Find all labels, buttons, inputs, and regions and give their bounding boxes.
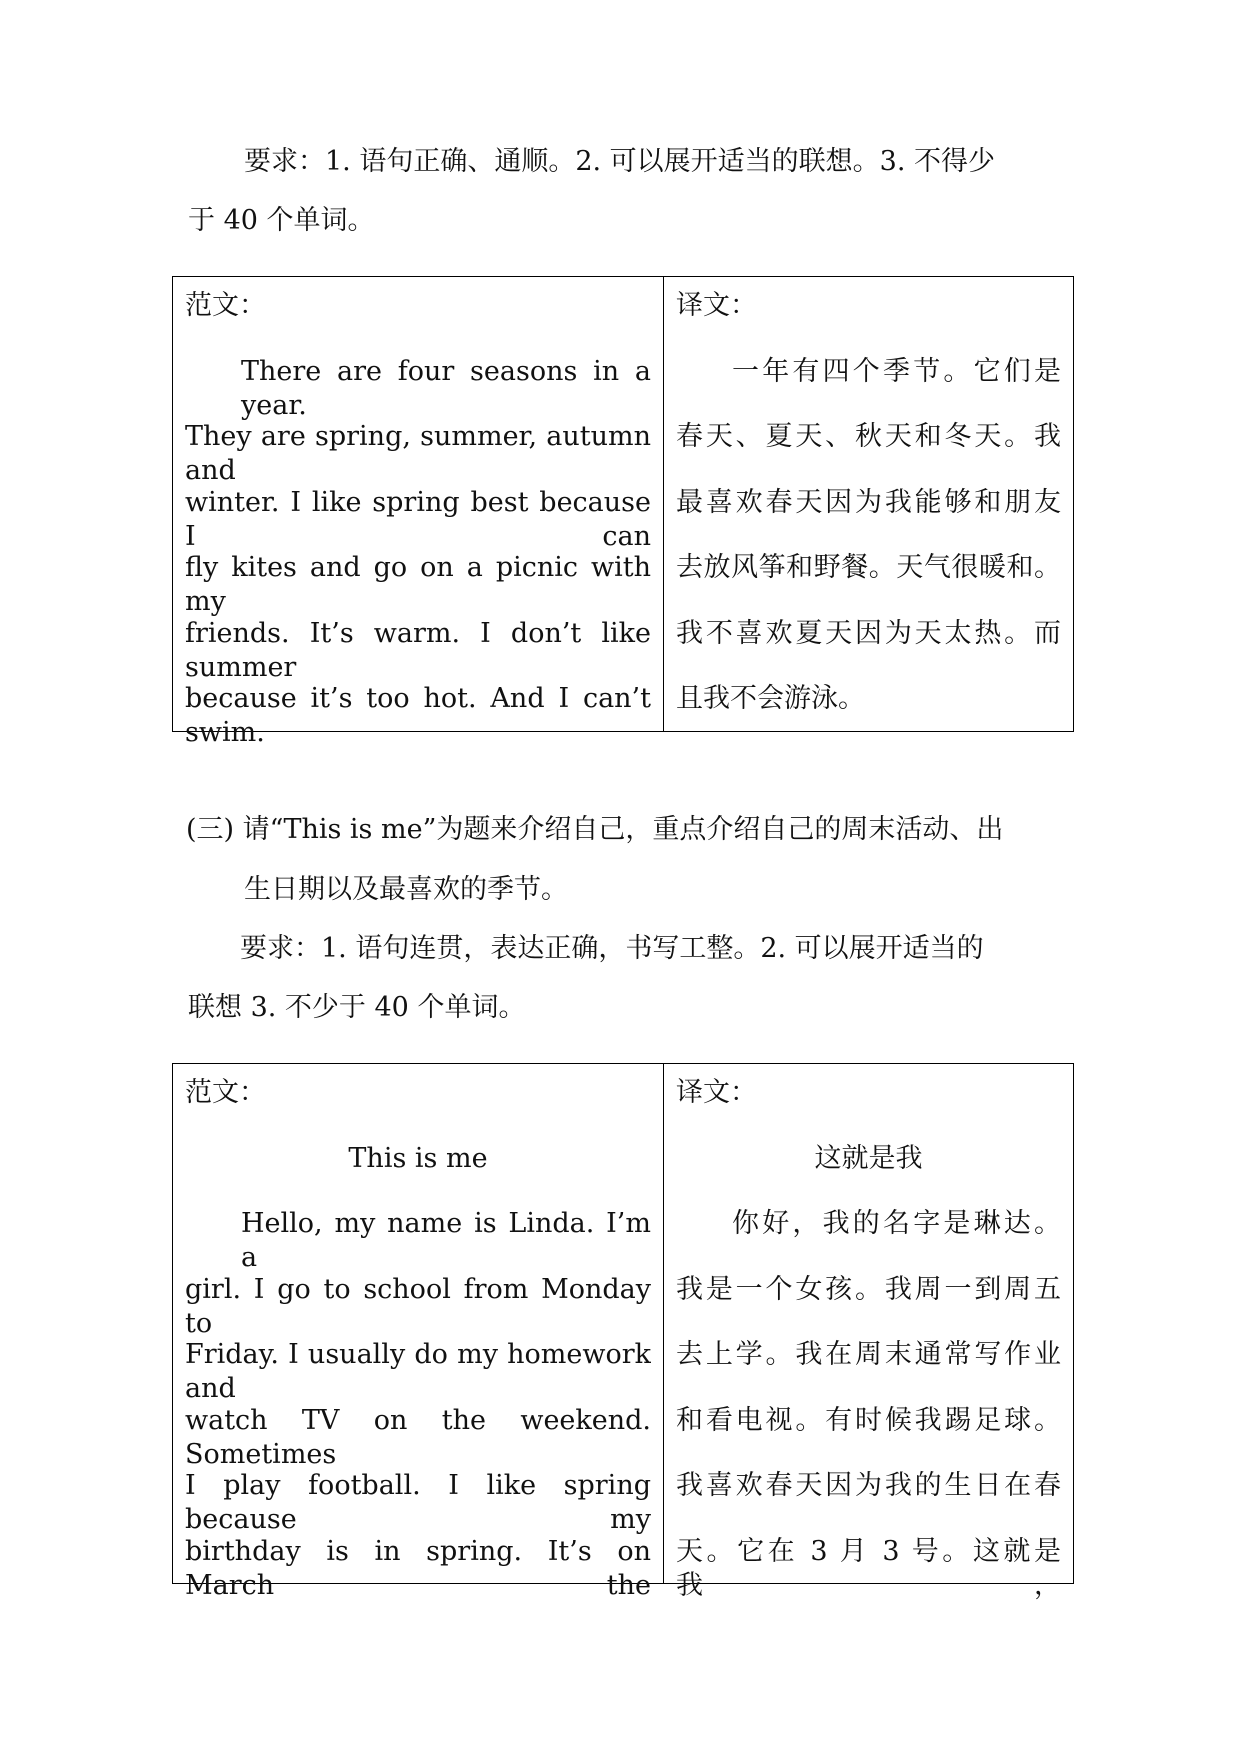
- translation-line: 我不喜欢夏天因为天太热。而: [676, 617, 1061, 649]
- translation-line: 我喜欢春天因为我的生日在春: [676, 1470, 1061, 1501]
- translation-line: 去放风筝和野餐。天气很暖和。: [676, 552, 1061, 583]
- essay-title: This is me: [348, 1142, 488, 1174]
- sample-heading: 范文：: [185, 290, 266, 321]
- translation-line: 天。它在 3 月 3 号。这就是我，: [676, 1535, 1061, 1600]
- chinese-translation-cell: [664, 1064, 1073, 1600]
- essay-line: Friday. I usually do my homework and: [185, 1339, 651, 1404]
- essay-line: friends. It’s warm. I don’t like summer: [185, 617, 651, 682]
- translation-line: 我是一个女孩。我周一到周五: [676, 1273, 1061, 1305]
- essay-line: Hello, my name is Linda. I’m a: [241, 1208, 651, 1273]
- english-sample-cell: [173, 1064, 664, 1600]
- sample-essay-table-seasons: [172, 276, 1074, 748]
- essay-line: watch TV on the weekend. Sometimes: [185, 1404, 651, 1469]
- essay-line: fly kites and go on a picnic with my: [185, 552, 651, 617]
- essay-line: birthday is in spring. It’s on March the: [185, 1535, 651, 1600]
- essay-line: I play football. I like spring because my: [185, 1470, 651, 1535]
- essay-line: girl. I go to school from Monday to: [185, 1273, 651, 1338]
- translation-line: 最喜欢春天因为我能够和朋友: [676, 486, 1061, 518]
- essay-line: There are four seasons in a year.: [241, 355, 651, 420]
- essay-line: because it’s too hot. And I can’t swim.: [185, 683, 651, 748]
- translation-line: 春天、夏天、秋天和冬天。我: [676, 421, 1061, 452]
- requirement-line-2: 联想 3. 不少于 40 个单词。: [188, 992, 526, 1023]
- translation-line: 一年有四个季节。它们是: [732, 355, 1061, 387]
- translation-title: 这就是我: [814, 1142, 923, 1174]
- section-prompt-line-1: (三) 请“This is me”为题来介绍自己，重点介绍自己的周末活动、出: [186, 814, 1004, 845]
- translation-line: 你好，我的名字是琳达。: [732, 1208, 1061, 1239]
- section-prompt-line-2: 生日期以及最喜欢的季节。: [244, 874, 568, 905]
- translation-heading: 译文：: [676, 1077, 757, 1108]
- sample-essay-table-this-is-me: [172, 1063, 1074, 1600]
- translation-line: 和看电视。有时候我踢足球。: [676, 1404, 1061, 1436]
- english-sample-cell: [173, 277, 664, 748]
- requirement-line-1: 要求：1. 语句正确、通顺。2. 可以展开适当的联想。3. 不得少: [244, 146, 996, 177]
- essay-line: winter. I like spring best because I can: [185, 486, 651, 551]
- translation-line: 且我不会游泳。: [676, 683, 865, 714]
- chinese-translation-cell: [664, 277, 1073, 731]
- sample-heading: 范文：: [185, 1077, 266, 1108]
- translation-heading: 译文：: [676, 290, 757, 321]
- translation-line: 去上学。我在周末通常写作业: [676, 1339, 1061, 1370]
- essay-line: They are spring, summer, autumn and: [185, 421, 651, 486]
- requirement-line-1: 要求：1. 语句连贯，表达正确，书写工整。2. 可以展开适当的: [240, 933, 984, 964]
- requirement-line-2: 于 40 个单词。: [188, 205, 375, 236]
